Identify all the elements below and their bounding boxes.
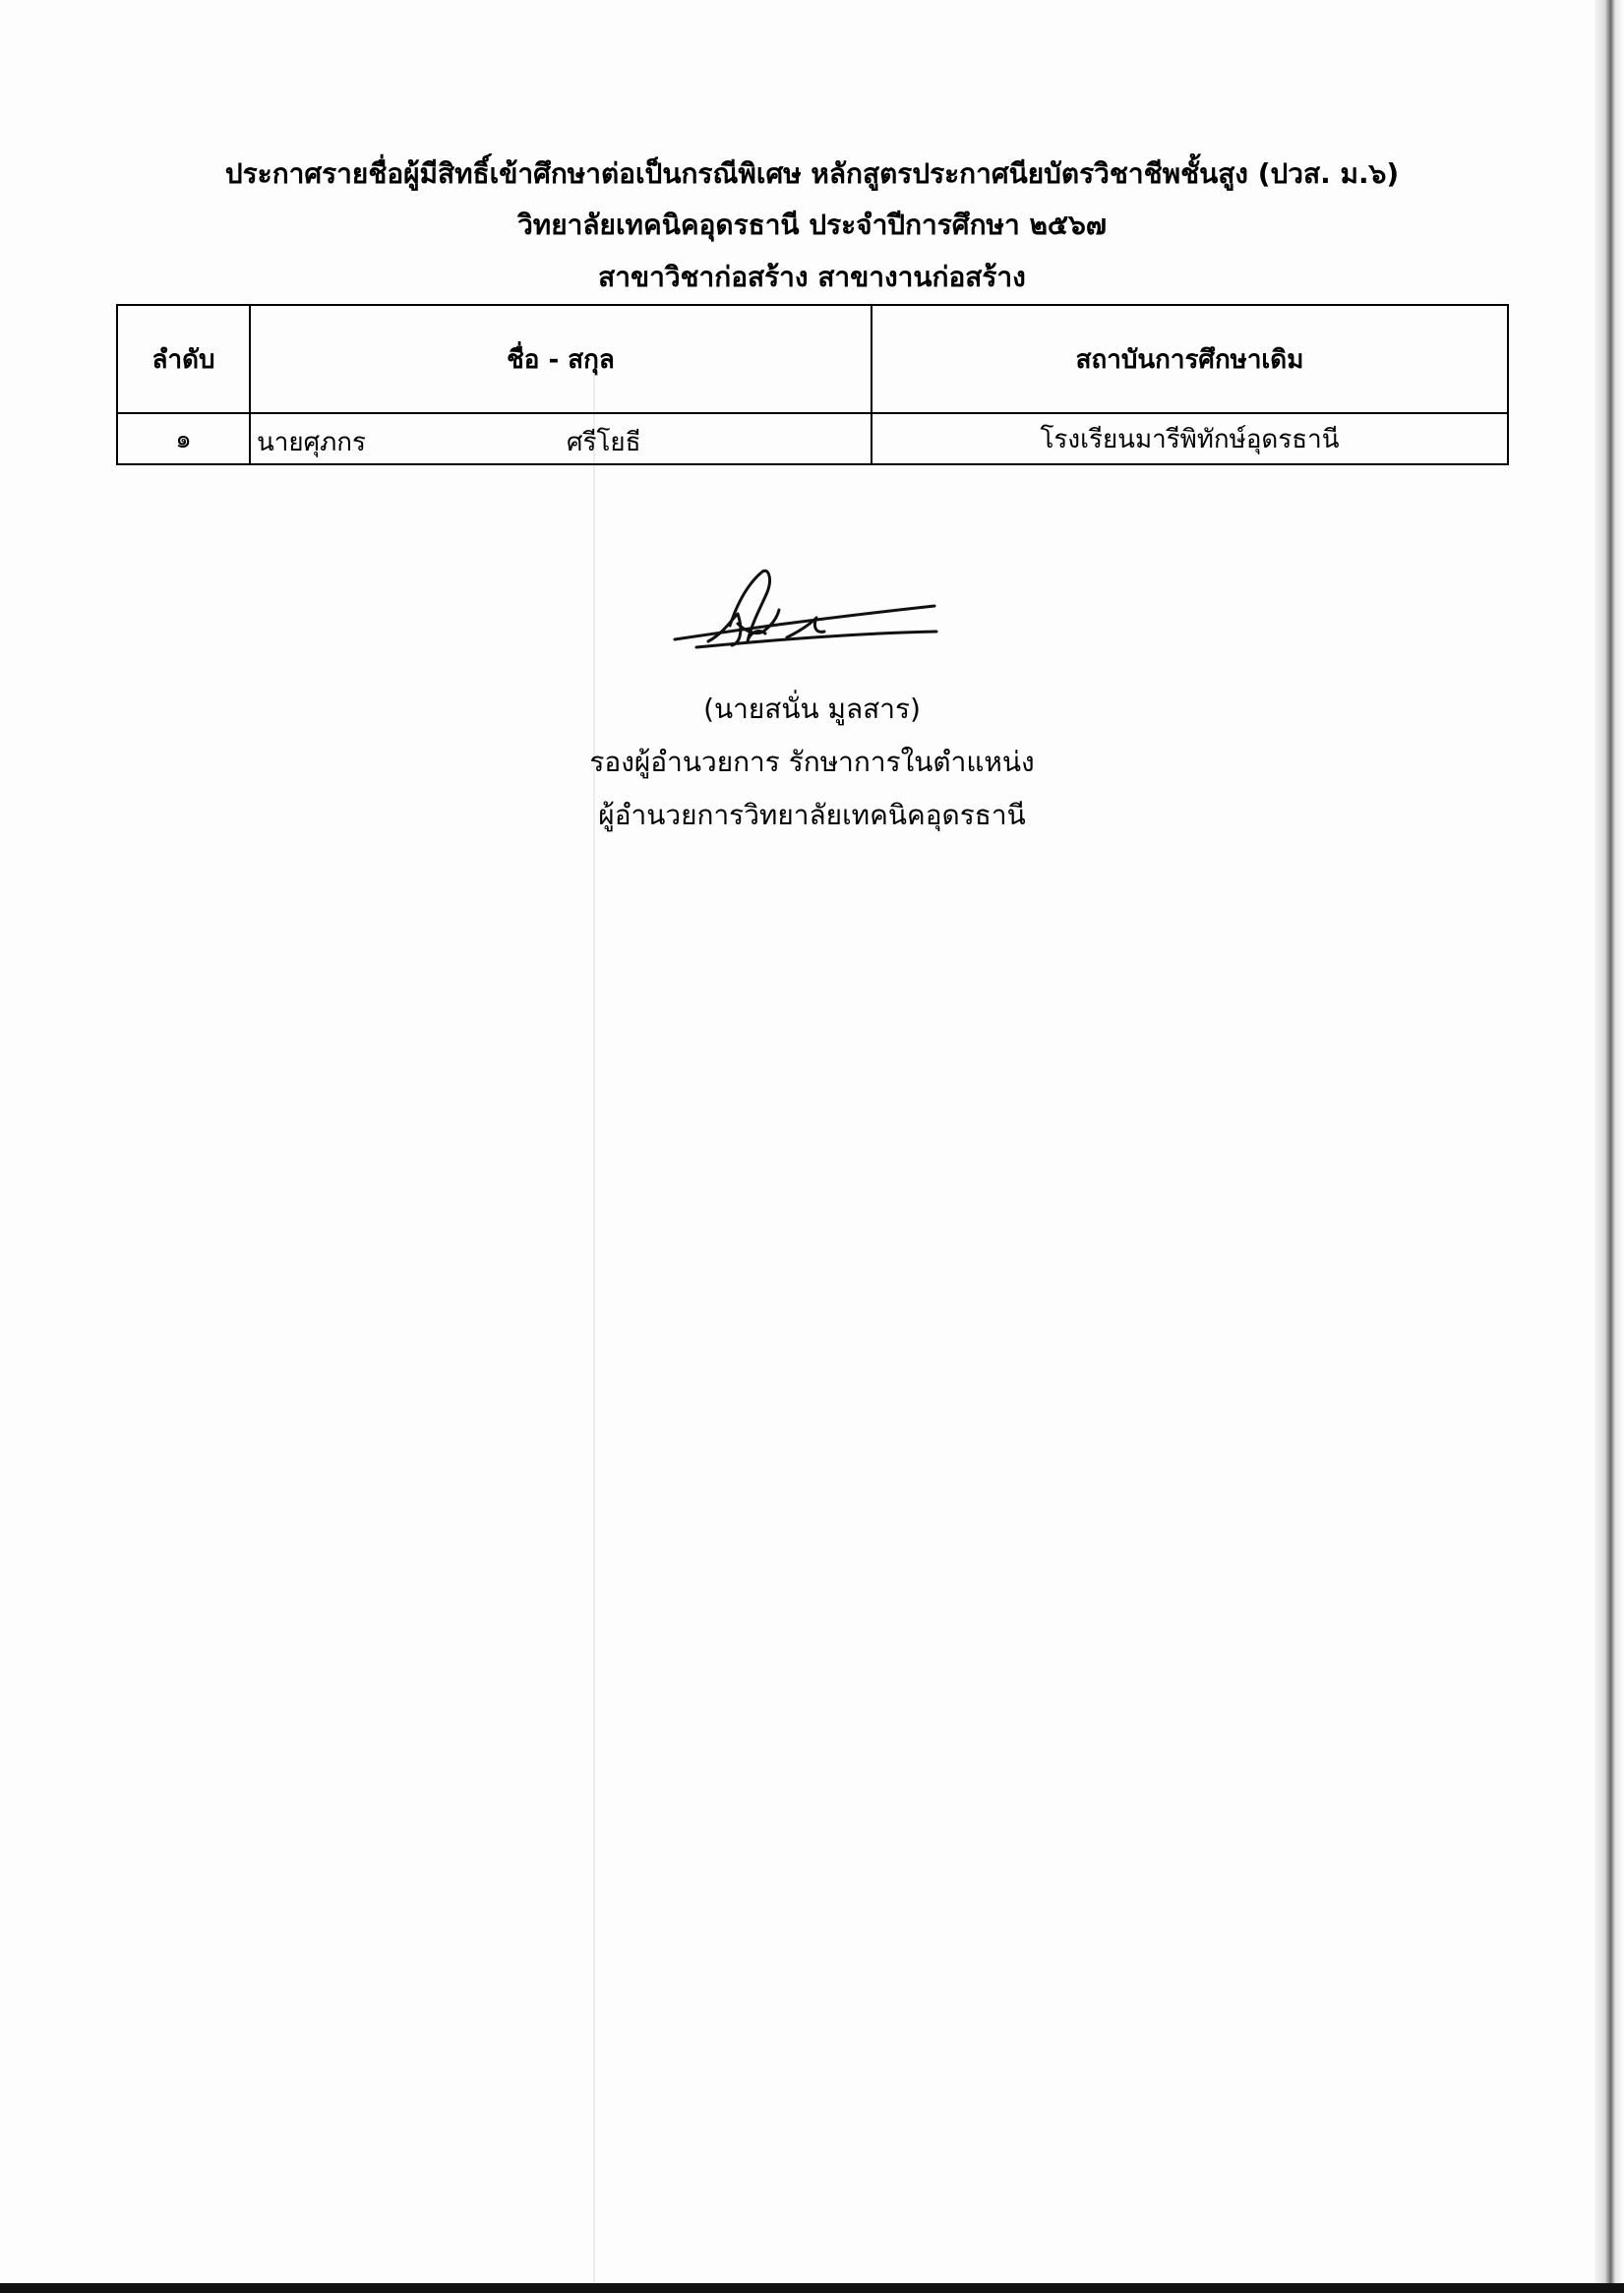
- signatory-position: รองผู้อำนวยการ รักษาการในตำแหน่ง: [589, 746, 1035, 778]
- program-field: สาขาวิชาก่อสร้าง สาขางานก่อสร้าง: [598, 261, 1026, 293]
- college-and-year: วิทยาลัยเทคนิคอุดรธานี ประจำปีการศึกษา ๒๕๖๗: [517, 209, 1107, 241]
- header-no: ลำดับ: [117, 305, 250, 413]
- row-school: โรงเรียนมารีพิทักษ์อุดรธานี: [872, 413, 1508, 464]
- table-row: [117, 413, 1508, 464]
- row-no: ๑: [117, 413, 250, 464]
- scan-edge-right: [1594, 0, 1624, 2293]
- header-school: สถาบันการศึกษาเดิม: [872, 305, 1508, 413]
- handwritten-signature: [669, 563, 944, 661]
- row-last-name: ศรีโยธี: [567, 428, 641, 457]
- table-header-row: [117, 305, 1508, 413]
- row-first-name: นายศุภกร: [257, 428, 366, 457]
- signatory-title: ผู้อำนวยการวิทยาลัยเทคนิคอุดรธานี: [598, 799, 1026, 831]
- header-name: ชื่อ - สกุล: [250, 305, 872, 413]
- row-name: [250, 413, 872, 464]
- signatory-name: (นายสนั่น มูลสาร): [703, 693, 921, 725]
- student-roster-table: [116, 304, 1509, 465]
- announcement-title: ประกาศรายชื่อผู้มีสิทธิ์เข้าศึกษาต่อเป็นกรณีพิเศษ หลักสูตรประกาศนียบัตรวิชาชีพชั้นสูง (ปวส. ม.๖): [224, 157, 1400, 190]
- scan-fold-line: [593, 374, 595, 2282]
- scan-edge-bottom: [0, 2283, 1624, 2293]
